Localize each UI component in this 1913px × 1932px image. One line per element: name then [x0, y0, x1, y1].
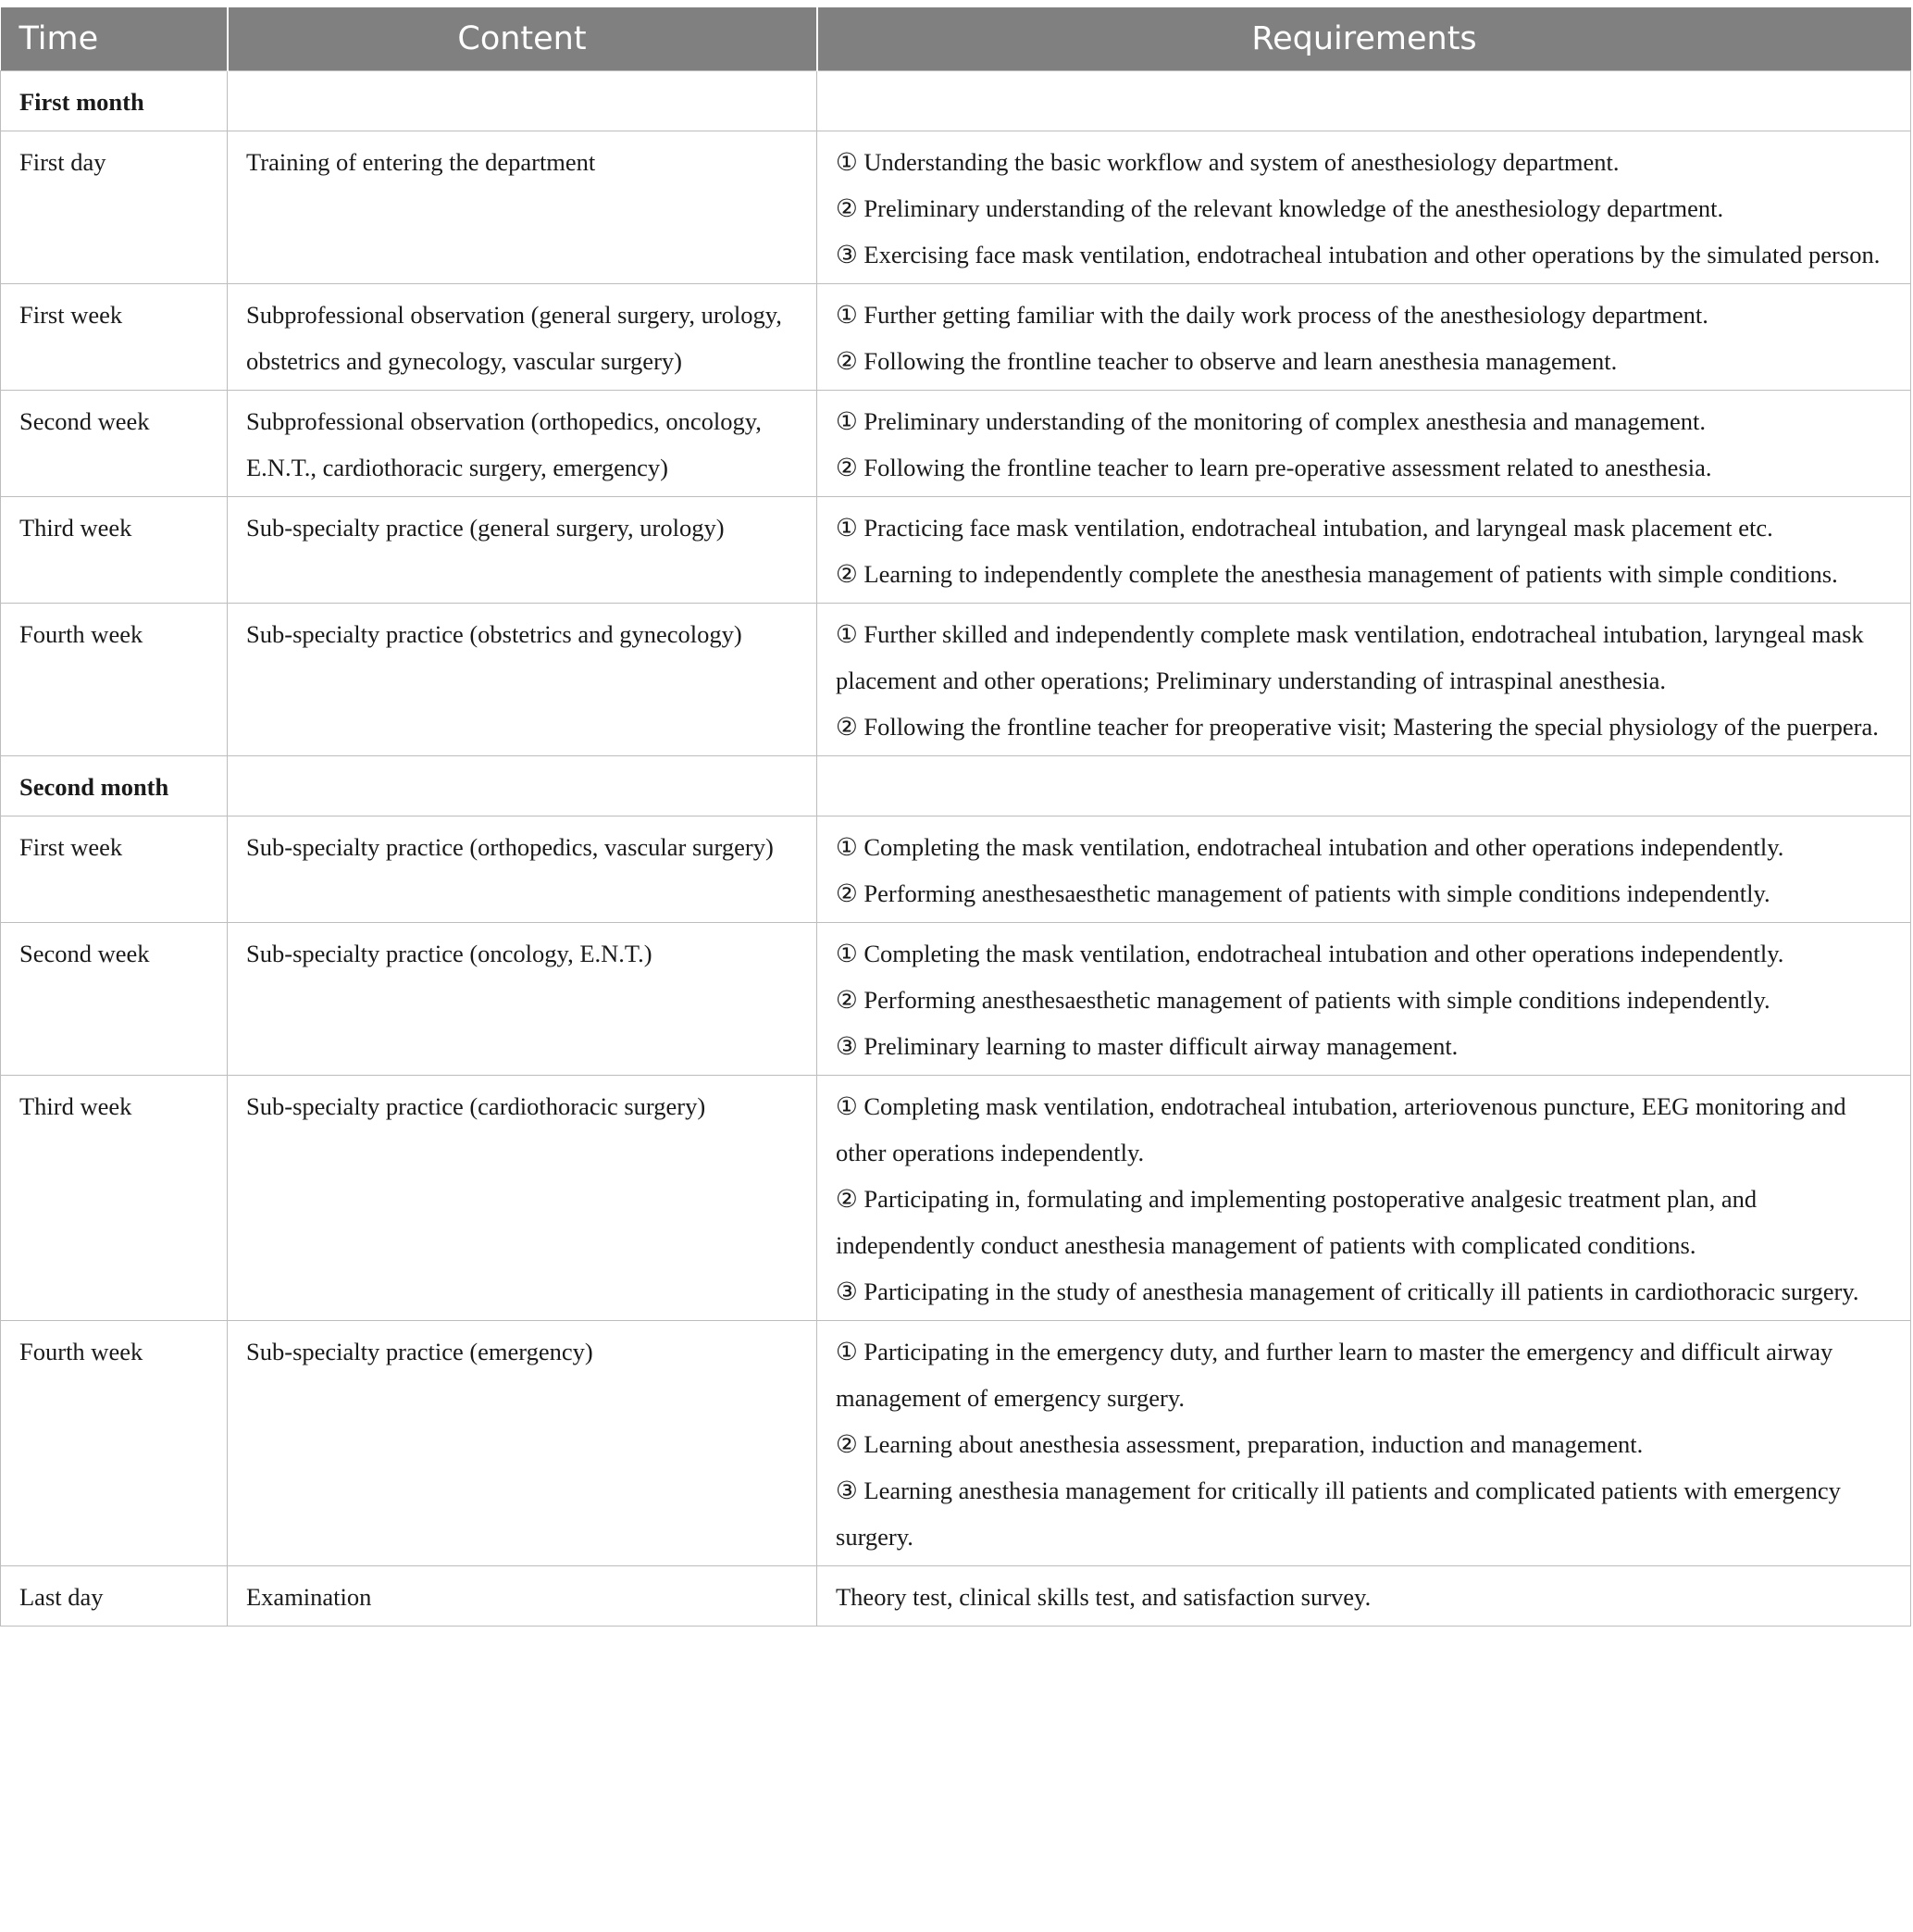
- header-content: Content: [228, 7, 817, 71]
- cell-requirements: [817, 816, 1911, 923]
- table-body: [1, 71, 1911, 1627]
- table-row: [1, 1076, 1911, 1321]
- requirement-item: ① Preliminary understanding of the monitoring of complex anesthesia and management.: [836, 407, 1706, 435]
- requirement-item: ② Following the frontline teacher to observe and learn anesthesia management.: [836, 347, 1618, 375]
- table-row: [1, 391, 1911, 497]
- header-time: Time: [1, 7, 228, 71]
- requirement-item: ① Further getting familiar with the daily work process of the anesthesiology department.: [836, 301, 1708, 329]
- table-row: [1, 497, 1911, 604]
- table-row: [1, 923, 1911, 1076]
- requirement-item: ① Further skilled and independently complete mask ventilation, endotracheal intubation, laryngeal mask placement and other operations; Preliminary understanding of intraspinal anesthesia.: [836, 620, 1864, 694]
- cell-content: Sub-specialty practice (oncology, E.N.T.): [228, 923, 817, 1076]
- requirement-item: ① Completing mask ventilation, endotracheal intubation, arteriovenous puncture, EEG monitoring and other operations independently.: [836, 1092, 1846, 1166]
- section-empty-cell: [817, 756, 1911, 816]
- cell-content: Sub-specialty practice (cardiothoracic surgery): [228, 1076, 817, 1321]
- requirement-item: ① Understanding the basic workflow and system of anesthesiology department.: [836, 148, 1620, 176]
- table-row: [1, 1321, 1911, 1566]
- cell-content: Subprofessional observation (orthopedics, oncology, E.N.T., cardiothoracic surgery, emergency): [228, 391, 817, 497]
- requirement-item: ② Performing anesthesaesthetic management of patients with simple conditions independently.: [836, 879, 1770, 907]
- requirement-item: Theory test, clinical skills test, and satisfaction survey.: [836, 1583, 1372, 1611]
- cell-time: First week: [1, 284, 228, 391]
- table-row: [1, 284, 1911, 391]
- table-row: [1, 1566, 1911, 1627]
- table-header: [1, 7, 1911, 71]
- cell-time: Fourth week: [1, 604, 228, 756]
- requirement-item: ③ Preliminary learning to master difficult airway management.: [836, 1032, 1459, 1060]
- curriculum-table-container: [0, 7, 1910, 1627]
- cell-time: First week: [1, 816, 228, 923]
- requirement-item: ① Participating in the emergency duty, and further learn to master the emergency and difficult airway management of emergency surgery.: [836, 1338, 1833, 1412]
- header-row: [1, 7, 1911, 71]
- cell-time: Last day: [1, 1566, 228, 1627]
- cell-content: Sub-specialty practice (obstetrics and gynecology): [228, 604, 817, 756]
- cell-requirements: [817, 391, 1911, 497]
- cell-content: Training of entering the department: [228, 131, 817, 284]
- section-label-cell: [1, 71, 228, 131]
- cell-requirements: [817, 1566, 1911, 1627]
- cell-content: Sub-specialty practice (general surgery, urology): [228, 497, 817, 604]
- curriculum-table: [0, 7, 1911, 1627]
- cell-requirements: [817, 923, 1911, 1076]
- section-empty-cell: [817, 71, 1911, 131]
- cell-requirements: [817, 1321, 1911, 1566]
- cell-time: Third week: [1, 1076, 228, 1321]
- table-row: [1, 604, 1911, 756]
- cell-content: Subprofessional observation (general surgery, urology, obstetrics and gynecology, vascular surgery): [228, 284, 817, 391]
- cell-content: Sub-specialty practice (emergency): [228, 1321, 817, 1566]
- cell-time: Third week: [1, 497, 228, 604]
- table-row: [1, 816, 1911, 923]
- requirement-item: ① Practicing face mask ventilation, endotracheal intubation, and laryngeal mask placement etc.: [836, 514, 1773, 542]
- cell-content: Sub-specialty practice (orthopedics, vascular surgery): [228, 816, 817, 923]
- requirement-item: ② Learning about anesthesia assessment, preparation, induction and management.: [836, 1430, 1644, 1458]
- cell-requirements: [817, 131, 1911, 284]
- section-row: [1, 71, 1911, 131]
- requirement-item: ② Following the frontline teacher for preoperative visit; Mastering the special physiology of the puerpera.: [836, 713, 1879, 741]
- requirement-item: ③ Exercising face mask ventilation, endotracheal intubation and other operations by the simulated person.: [836, 241, 1881, 268]
- cell-content: Examination: [228, 1566, 817, 1627]
- cell-requirements: [817, 1076, 1911, 1321]
- requirement-item: ② Learning to independently complete the anesthesia management of patients with simple conditions.: [836, 560, 1838, 588]
- cell-time: Second week: [1, 923, 228, 1076]
- section-label-cell: [1, 756, 228, 816]
- cell-time: Second week: [1, 391, 228, 497]
- section-empty-cell: [228, 756, 817, 816]
- requirement-item: ① Completing the mask ventilation, endotracheal intubation and other operations independently.: [836, 833, 1784, 861]
- cell-requirements: [817, 497, 1911, 604]
- requirement-item: ③ Learning anesthesia management for critically ill patients and complicated patients with emergency surgery.: [836, 1477, 1841, 1551]
- requirement-item: ① Completing the mask ventilation, endotracheal intubation and other operations independently.: [836, 940, 1784, 967]
- cell-time: First day: [1, 131, 228, 284]
- cell-requirements: [817, 284, 1911, 391]
- requirement-item: ② Preliminary understanding of the relevant knowledge of the anesthesiology department.: [836, 194, 1724, 222]
- requirement-item: ② Participating in, formulating and implementing postoperative analgesic treatment plan, and independently conduct anesthesia management of patients with complicated conditions.: [836, 1185, 1758, 1259]
- cell-requirements: [817, 604, 1911, 756]
- section-label: First month: [19, 88, 144, 116]
- cell-time: Fourth week: [1, 1321, 228, 1566]
- section-label: Second month: [19, 773, 169, 801]
- requirement-item: ② Performing anesthesaesthetic management of patients with simple conditions independently.: [836, 986, 1770, 1014]
- table-row: [1, 131, 1911, 284]
- requirement-item: ③ Participating in the study of anesthesia management of critically ill patients in cardiothoracic surgery.: [836, 1278, 1859, 1305]
- requirement-item: ② Following the frontline teacher to learn pre-operative assessment related to anesthesia.: [836, 454, 1712, 481]
- header-requirements: Requirements: [817, 7, 1911, 71]
- section-empty-cell: [228, 71, 817, 131]
- section-row: [1, 756, 1911, 816]
